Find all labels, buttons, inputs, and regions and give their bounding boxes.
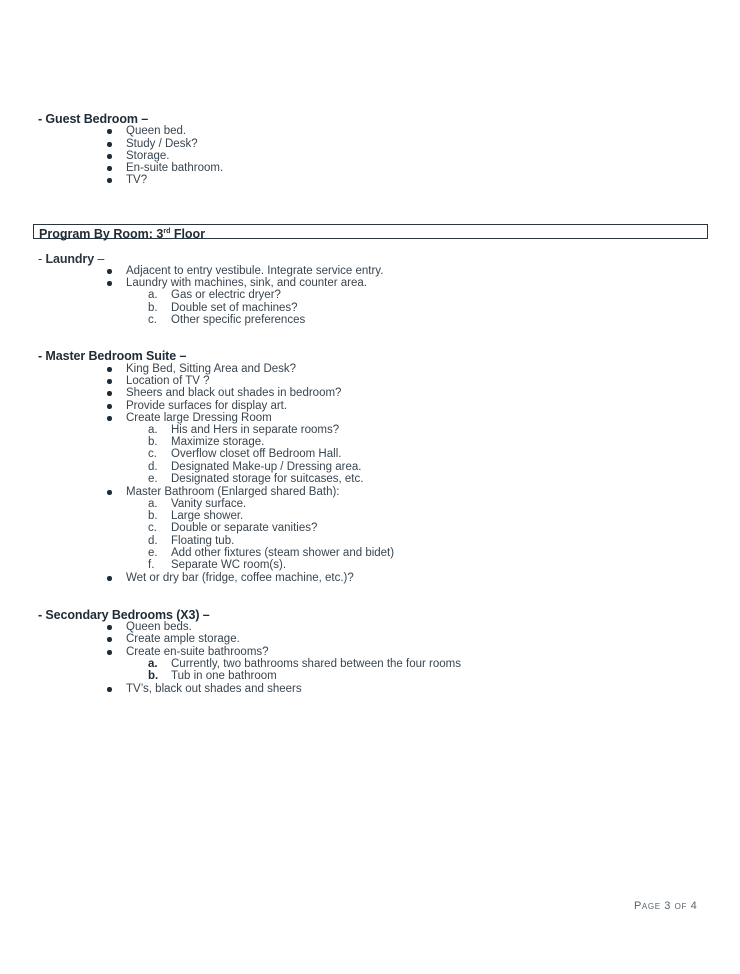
bullet-icon	[107, 142, 112, 147]
list-item: Study / Desk?	[126, 138, 198, 150]
list-item: Laundry with machines, sink, and counter area.	[126, 277, 367, 289]
sub-list-item: Currently, two bathrooms shared between the four rooms	[171, 658, 461, 670]
bullet-icon	[107, 367, 112, 372]
bullet-icon	[107, 490, 112, 495]
list-item: Create en-suite bathrooms?	[126, 646, 269, 658]
section-title-prefix: Program By Room: 3	[39, 227, 164, 241]
sub-marker: b.	[148, 436, 158, 448]
sub-list-item: Overflow closet off Bedroom Hall.	[171, 448, 342, 460]
sub-list-item: Maximize storage.	[171, 436, 265, 448]
sub-marker: d.	[148, 535, 158, 547]
sub-list-item: Vanity surface.	[171, 498, 247, 510]
bullet-icon	[107, 178, 112, 183]
section-title-sup: rd	[163, 228, 171, 235]
laundry-heading-word: Laundry	[45, 252, 95, 266]
list-item: Create ample storage.	[126, 633, 240, 645]
sub-list-item: Other specific preferences	[171, 314, 306, 326]
list-item: Location of TV ?	[126, 375, 210, 387]
list-item: Sheers and black out shades in bedroom?	[126, 387, 342, 399]
secondary-bedrooms-heading: - Secondary Bedrooms (X3) –	[38, 608, 210, 622]
list-item: Wet or dry bar (fridge, coffee machine, etc.)?	[126, 572, 354, 584]
sub-list-item: Large shower.	[171, 510, 244, 522]
list-item: Master Bathroom (Enlarged shared Bath):	[126, 486, 340, 498]
bullet-icon	[107, 576, 112, 581]
sub-marker: c.	[148, 448, 157, 460]
page-number: Page 3 of 4	[634, 900, 698, 912]
list-item: Queen beds.	[126, 621, 192, 633]
list-item: Adjacent to entry vestibule. Integrate service entry.	[126, 265, 384, 277]
laundry-heading-suffix: –	[94, 252, 105, 266]
sub-list-item: Separate WC room(s).	[171, 559, 287, 571]
list-item: Create large Dressing Room	[126, 412, 272, 424]
list-item: En-suite bathroom.	[126, 162, 224, 174]
bullet-icon	[107, 281, 112, 286]
sub-marker: b.	[148, 670, 159, 682]
sub-marker: d.	[148, 461, 158, 473]
section-title-suffix: Floor	[170, 227, 206, 241]
sub-marker: e.	[148, 473, 158, 485]
bullet-icon	[107, 650, 112, 655]
sub-marker: a.	[148, 424, 158, 436]
list-item: TV’s, black out shades and sheers	[126, 683, 302, 695]
sub-marker: f.	[148, 559, 155, 571]
sub-list-item: Double or separate vanities?	[171, 522, 318, 534]
bullet-icon	[107, 154, 112, 159]
sub-marker: c.	[148, 314, 157, 326]
bullet-icon	[107, 625, 112, 630]
sub-list-item: Floating tub.	[171, 535, 235, 547]
master-bedroom-heading: - Master Bedroom Suite –	[38, 349, 187, 363]
bullet-icon	[107, 166, 112, 171]
bullet-icon	[107, 391, 112, 396]
sub-list-item: Gas or electric dryer?	[171, 289, 281, 301]
list-item: Provide surfaces for display art.	[126, 400, 288, 412]
section-header	[33, 224, 708, 239]
sub-list-item: Designated Make-up / Dressing area.	[171, 461, 362, 473]
sub-list-item: His and Hers in separate rooms?	[171, 424, 340, 436]
bullet-icon	[107, 637, 112, 642]
sub-list-item: Designated storage for suitcases, etc.	[171, 473, 364, 485]
guest-bedroom-heading: - Guest Bedroom –	[38, 112, 149, 126]
bullet-icon	[107, 416, 112, 421]
bullet-icon	[107, 129, 112, 134]
sub-marker: b.	[148, 510, 158, 522]
bullet-icon	[107, 379, 112, 384]
bullet-icon	[107, 404, 112, 409]
bullet-icon	[107, 687, 112, 692]
sub-list-item: Double set of machines?	[171, 302, 298, 314]
sub-marker: a.	[148, 658, 158, 670]
sub-marker: e.	[148, 547, 158, 559]
bullet-icon	[107, 269, 112, 274]
sub-marker: a.	[148, 498, 158, 510]
laundry-heading	[38, 252, 104, 266]
laundry-heading-prefix: -	[38, 252, 46, 266]
list-item: Storage.	[126, 150, 170, 162]
sub-list-item: Tub in one bathroom	[171, 670, 277, 682]
sub-marker: b.	[148, 302, 158, 314]
list-item: King Bed, Sitting Area and Desk?	[126, 363, 297, 375]
list-item: Queen bed.	[126, 125, 187, 137]
list-item: TV?	[126, 174, 148, 186]
sub-marker: c.	[148, 522, 157, 534]
sub-marker: a.	[148, 289, 158, 301]
sub-list-item: Add other fixtures (steam shower and bidet)	[171, 547, 395, 559]
